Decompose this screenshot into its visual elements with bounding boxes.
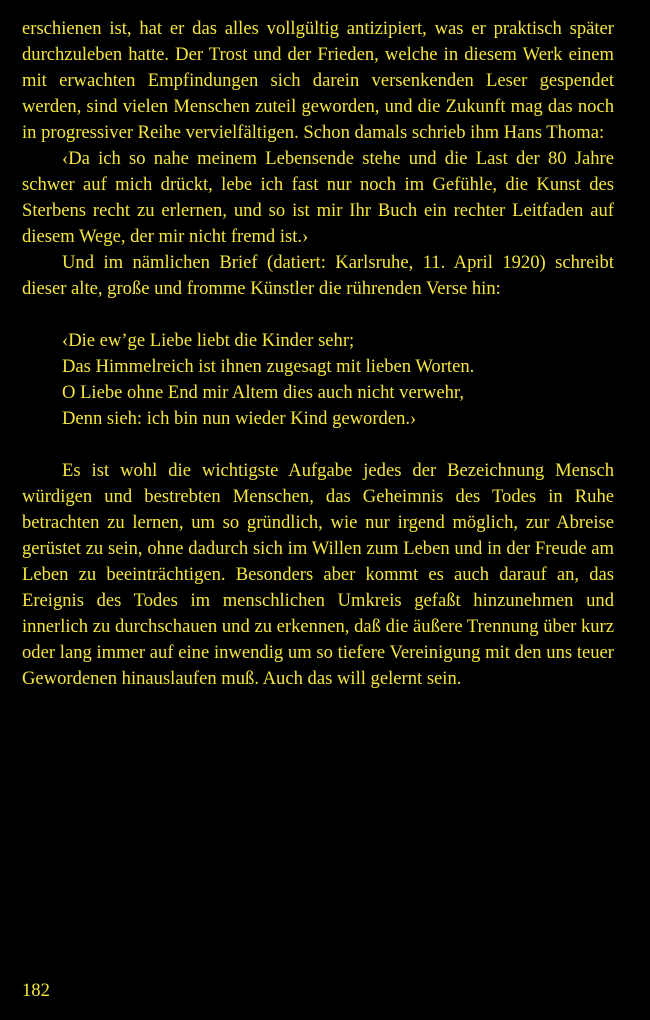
paragraph-closing: Es ist wohl die wichtigste Aufgabe jedes der Bezeichnung Mensch würdigen und bestrebten Menschen, das Geheimnis des Todes in Ruhe betrachten zu lernen, um so gründlich, wie nur irgend möglich, zur Abreise gerüstet zu sein, ohne dadurch sich im Willen zum Leben und in der Freude am Leben zu beeinträchtigen. Besonders aber kommt es auch darauf an, das Ereignis des Todes im menschlichen Umkreis gefaßt hinzunehmen und innerlich zu durchschauen und zu erkennen, daß die äußere Trennung über kurz oder lang immer auf eine inwendig um so tiefere Vereinigung mit den uns teuer Gewordenen hinauslaufen muß. Auch das will gelernt sein. <box>22 460 614 689</box>
spacer <box>22 432 614 458</box>
paragraph-thoma-quote: ‹Da ich so nahe meinem Lebensende stehe und die Last der 80 Jahre schwer auf mich drückt, lebe ich fast nur noch im Gefühle, die Kunst des Sterbens recht zu erlernen, und so ist mir Ihr Buch ein rechter Leitfaden auf diesem Wege, der mir nicht fremd ist.› <box>22 148 614 247</box>
verse-block <box>22 328 614 432</box>
verse-line: Denn sieh: ich bin nun wieder Kind geworden.› <box>62 408 417 429</box>
verse-line: ‹Die ew’ge Liebe liebt die Kinder sehr; <box>62 330 355 351</box>
verse-line: O Liebe ohne End mir Altem dies auch nicht verwehr, <box>62 382 464 403</box>
verse-line: Das Himmelreich ist ihnen zugesagt mit lieben Worten. <box>62 356 475 377</box>
paragraph-letter-intro: Und im nämlichen Brief (datiert: Karlsruhe, 11. April 1920) schreibt dieser alte, große und fromme Künstler die rührenden Verse hin: <box>22 252 614 299</box>
page-number: 182 <box>22 980 50 1001</box>
spacer <box>22 302 614 328</box>
book-page-body <box>22 16 614 692</box>
paragraph-continuation: erschienen ist, hat er das alles vollgültig antizipiert, was er praktisch später durchzuleben hatte. Der Trost und der Frieden, welche in diesem Werk einem mit erwachten Empfindungen sich darein versenkenden Leser gespendet werden, sind vielen Menschen zuteil geworden, und die Zukunft mag das noch in progressiver Reihe vervielfältigen. Schon damals schrieb ihm Hans Thoma: <box>22 18 614 143</box>
